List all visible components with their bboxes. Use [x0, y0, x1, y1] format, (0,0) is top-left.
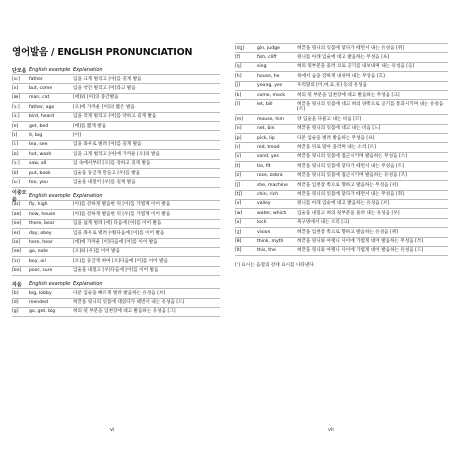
english-example: valley: [257, 201, 271, 207]
explanation: [오]와 [우]를 이어 발음: [73, 249, 121, 255]
english-example: water, which: [257, 210, 287, 216]
section-title: 자음: [12, 281, 22, 288]
english-example: but, come: [29, 85, 53, 91]
table-row: [12, 159, 220, 168]
english-example: rose, zebra: [257, 173, 283, 179]
explanation: [으]에 가까운 [어]의 짧은 발음: [73, 104, 135, 110]
phonetic-symbol: [g]: [12, 309, 19, 315]
english-example: go, get, big: [29, 309, 56, 315]
column-header-explanation: Explanation: [73, 192, 103, 199]
english-example: this, the: [257, 248, 276, 254]
english-example: go, note: [29, 249, 48, 255]
english-example: bird, heard: [29, 114, 55, 120]
english-example: poor, sure: [29, 268, 53, 274]
table-row: [235, 71, 448, 80]
phonetic-symbol: [ʃ]: [235, 182, 241, 188]
table-row: [235, 161, 448, 170]
english-example: hot, wash: [29, 151, 52, 157]
table-row: [12, 247, 220, 256]
phonetic-symbol: [dʒ]: [235, 45, 245, 51]
explanation: 혀끝을 윗니의 잇몸에 닿다가 떼면서 내는 유성음 [쥐]: [297, 45, 404, 51]
phonetic-symbol: [n]: [235, 126, 242, 132]
explanation: 혀의 뒷 부분을 입천장에 대고 발음하는 무성음 [크]: [297, 92, 400, 98]
english-example: here, hear: [29, 240, 53, 245]
table-row: [235, 227, 448, 236]
explanation: 윗니를 아래 입술에 대고 발음하는 무성음 [프]: [297, 54, 390, 60]
english-example: gin, judge: [257, 45, 280, 51]
english-example: house, he: [257, 73, 280, 79]
table-row: [12, 83, 220, 92]
right-page: [228, 0, 456, 457]
explanation: 입을 크게 벌리고 [아]에 가까운 [오]의 발음: [73, 151, 160, 157]
table-row: [12, 149, 220, 158]
english-example: there, bear: [29, 221, 55, 227]
table-row: [12, 74, 220, 83]
phonetic-symbol: [ɒ]: [12, 151, 19, 157]
phonetic-symbol: [h]: [235, 73, 242, 79]
explanation: [오]를 둥글게 하여 [오]다음에 [이]를 이어 발음: [73, 258, 168, 264]
explanation: 입을 작게 벌리고 [어]를 약하고 길게 발음: [73, 114, 157, 120]
explanation: 입을 크게 벌리고 [아]를 길게 발음: [73, 76, 142, 82]
phonetic-symbol: [ɜː]: [12, 114, 20, 120]
section-header: [12, 66, 220, 74]
table-row: [12, 200, 220, 209]
column-header-example: English example: [29, 192, 71, 199]
table-row: [235, 199, 448, 208]
phonetic-symbol: [e]: [12, 123, 19, 129]
english-example: let, bill: [257, 101, 273, 107]
section: [12, 280, 220, 317]
explanation: [애]와 [아]의 중간발음: [73, 95, 119, 101]
explanation: 다문 입술을 벌려 발음하는 무성음 [프]: [297, 135, 375, 141]
phonetic-symbol: [ʌ]: [12, 85, 19, 91]
explanation: 혀끝을 윗니의 잇몸에 대고 내는 비음 [느]: [297, 126, 381, 132]
section-header: [12, 280, 220, 288]
phonetic-symbol: [k]: [235, 92, 242, 98]
english-example: mouse, him: [257, 116, 284, 122]
english-example: sing: [257, 64, 267, 70]
explanation: 혀끝을 윗니의 잇몸에 접근시키며 발음하는 유성음 [즈]: [297, 173, 407, 179]
english-example: too, you: [29, 179, 48, 185]
phonetic-symbol: [b]: [12, 290, 19, 296]
english-example: pick, lip: [257, 135, 275, 141]
section: [12, 66, 220, 188]
phonetic-symbol: [ɪ]: [12, 132, 18, 138]
table-row: [12, 140, 220, 149]
table-row: [12, 93, 220, 102]
english-example: man, cat: [29, 95, 50, 101]
table-row: [12, 130, 220, 139]
table-row: [235, 171, 448, 180]
explanation: 혀끝을 윗니와 아랫니 사이에 가볍게 대어 발음하는 무성음 [쓰]: [297, 239, 424, 245]
explanation: 혀끝을 윗니의 잇몸에 대고 혀의 양쪽으로 공기를 통과시키며 내는 유성음 [르]: [297, 101, 444, 113]
phonetic-symbol: [p]: [235, 135, 242, 141]
phonetic-symbol: [ð]: [235, 248, 242, 254]
explanation: 입을 좌우로 벌려 [에]다음에 [이]를 이어 발음: [73, 230, 165, 236]
english-example: fish, cliff: [257, 54, 277, 60]
phonetic-symbol: [s]: [235, 154, 241, 160]
english-example: boy, oil: [29, 258, 46, 264]
english-example: big, lobby: [29, 290, 52, 296]
phonetic-symbol: [j]: [235, 83, 240, 89]
table-row: [235, 237, 448, 246]
section: [12, 189, 220, 276]
english-example: come, mock: [257, 92, 286, 98]
phonetic-symbol: [ʒ]: [235, 229, 242, 235]
table-row: [12, 112, 220, 121]
english-example: tie, fit: [257, 163, 271, 169]
english-example: net, bin: [257, 126, 275, 132]
explanation: [아]를 강하게 발음한 뒤 [우]를 가볍게 이어 발음: [73, 211, 171, 217]
explanation: 혀끝을 뒤로 말아 올리며 내는 소리 [르]: [297, 144, 376, 150]
consonant-table-continued: [235, 43, 448, 256]
explanation: [이]: [73, 132, 82, 138]
table-row: [235, 99, 448, 114]
phonetic-symbol: [θ]: [235, 239, 242, 245]
table-row: [235, 142, 448, 151]
column-header-example: English example: [29, 281, 71, 288]
explanation: 입술을 내밀고 [우]다음에 [어]를 이어 발음: [73, 268, 159, 274]
section-title: 이중모음: [12, 189, 27, 203]
stress-footnote: [ˈ] 표시는 음절의 강세 표시를 나타낸다.: [235, 263, 316, 269]
page-number-left: vi: [110, 427, 115, 433]
english-example: how, house: [29, 211, 56, 217]
table-row: [235, 81, 448, 90]
explanation: 혀의 뒷부분을 올려 코로 공기를 내보내며 내는 유성음 [응]: [297, 64, 415, 70]
explanation: 혀끝을 입천장 쪽으로 향하고 발음하는 유성음 [쥐]: [297, 229, 399, 235]
phonetic-symbol: [d]: [12, 300, 19, 306]
table-row: [12, 177, 220, 187]
english-example: fly, high: [29, 202, 48, 208]
english-example: she, machine: [257, 182, 288, 188]
phonetic-symbol: [x]: [235, 220, 242, 226]
section-header: [12, 189, 220, 203]
table-row: [235, 90, 448, 99]
explanation: 다문 입술을 빠르게 벌려 발음하는 유성음 [브]: [73, 290, 166, 296]
page-number-right: vii: [328, 427, 334, 433]
explanation: 혀끝을 윗니와 아랫니 사이에 가볍게 대어 발음하는 유성음 [드]: [297, 248, 424, 254]
english-example: young, yes: [257, 83, 283, 89]
table-row: [12, 228, 220, 237]
phonetic-symbol: [ʊə]: [12, 268, 22, 274]
phonetic-symbol: [z]: [235, 173, 241, 179]
english-example: day, obey: [29, 230, 52, 236]
explanation: [에]에 가까운 [이]다음에 [어]를 이어 발음: [73, 240, 158, 245]
english-example: think, myth: [257, 239, 284, 245]
explanation: 양 입술을 다물고 내는 비음 [므]: [297, 116, 362, 122]
explanation: 입술을 내밀고 혀의 뒷부분을 올려 내는 유성음 [우]: [297, 210, 400, 216]
phonetic-symbol: [w]: [235, 210, 243, 216]
phonetic-symbol: [aɪ]: [12, 202, 21, 208]
english-example: mended: [29, 300, 48, 306]
table-row: [12, 288, 220, 297]
phonetic-symbol: [t]: [235, 163, 241, 169]
phonetic-symbol: [tʃ]: [235, 192, 242, 197]
explanation: [에]를 짧게 발음: [73, 123, 107, 129]
table-row: [235, 62, 448, 71]
english-example: saw, all: [29, 161, 47, 167]
explanation: [아]를 강하게 발음한 뒤 [이]를 가볍게 이어 발음: [73, 202, 171, 208]
table-row: [235, 124, 448, 133]
table-row: [12, 238, 220, 247]
phonetic-symbol: [æ]: [12, 95, 21, 101]
english-example: chin, rich: [257, 192, 279, 197]
page-title: 영어발음 / ENGLISH PRONUNCIATION: [12, 47, 193, 58]
phonetic-symbol: [r]: [235, 144, 241, 150]
phonetic-symbol: [l]: [235, 101, 240, 107]
explanation: 혀의 뒷 부분을 입천장에 대고 발음하는 유성음 [그]: [73, 309, 176, 315]
explanation: 혀끝을 입천장 쪽으로 향하고 발음하는 무성음 [쉬]: [297, 182, 399, 188]
explanation: 혀끝을 윗니의 잇몸에 접근시키며 발음하는 무성음 [스]: [297, 154, 407, 160]
phonetic-symbol: [eɪ]: [12, 230, 21, 236]
english-example: tea, see: [29, 142, 48, 148]
table-row: [235, 218, 448, 227]
phonetic-symbol: [aʊ]: [12, 211, 22, 217]
table-row: [12, 121, 220, 130]
table-row: [12, 307, 220, 317]
table-row: [235, 208, 448, 217]
english-example: get, bed: [29, 123, 49, 129]
english-example: sand, yes: [257, 154, 279, 160]
phonetic-symbol: [ɔɪ]: [12, 258, 20, 264]
table-row: [235, 133, 448, 142]
english-example: father, ago: [29, 104, 55, 110]
table-row: [12, 266, 220, 276]
column-header-example: English example: [29, 67, 71, 73]
table-row: [12, 219, 220, 228]
table-row: [12, 102, 220, 111]
phonetic-symbol: [ɔː]: [12, 161, 20, 167]
table-row: [235, 152, 448, 161]
table-row: [235, 114, 448, 123]
phonetic-symbol: [əʊ]: [12, 249, 22, 255]
phonetic-symbol: [ɔː]: [12, 104, 20, 110]
explanation: 윗니를 아래 입술에 대고 발음하는 유성음 [브]: [297, 201, 390, 207]
explanation: 혀끝을 윗니의 잇몸에 대었다가 떼면서 내는 유성음 [드]: [73, 300, 185, 306]
left-page: [0, 0, 228, 457]
english-example: loch: [257, 220, 267, 226]
phonetic-symbol: [m]: [235, 116, 244, 122]
english-example: red, tread: [257, 144, 280, 150]
column-header-explanation: Explanation: [73, 281, 103, 288]
phonetic-symbol: [ŋ]: [235, 64, 242, 70]
column-header-explanation: Explanation: [73, 67, 103, 73]
explanation: 목에서 숨을 강하게 내쉬며 내는 무성음 [흐]: [297, 73, 385, 79]
phonetic-symbol: [f]: [235, 54, 241, 60]
explanation: 입을 넓게 벌려 [에] 다음에 [어]를 이어 발음: [73, 221, 162, 227]
explanation: 혀끝을 윗니의 잇몸에 닿다가 떼면서 내는 무성음 [취]: [297, 192, 404, 197]
explanation: 입 속에서부터 [오]를 강하고 길게 발음: [73, 161, 151, 167]
english-example: father: [29, 76, 43, 82]
table-row: [235, 52, 448, 61]
english-example: put, book: [29, 170, 51, 176]
phonetic-symbol: [eə]: [12, 221, 22, 227]
explanation: 입술을 내밀어 [우]를 길게 발음: [73, 179, 136, 185]
table-row: [12, 298, 220, 307]
explanation: 입을 약간 벌리고 [어]라고 발음: [73, 85, 136, 91]
phonetic-symbol: [ɪə]: [12, 240, 21, 245]
explanation: 우리말의 [이,여,요,유] 등의 유성음: [297, 83, 368, 89]
explanation: 입술을 둥글게 만들고 [우]를 발음: [73, 170, 141, 176]
explanation: 입을 좌우로 벌려 [이]를 길게 발음: [73, 142, 142, 148]
table-row: [12, 209, 220, 218]
table-row: [12, 256, 220, 265]
phonetic-symbol: [ʊ]: [12, 170, 19, 176]
pronunciation-sections: [12, 66, 220, 317]
section-title: 단모음: [12, 67, 27, 74]
table-row: [235, 180, 448, 189]
table-row: [235, 190, 448, 199]
phonetic-symbol: [v]: [235, 201, 242, 207]
explanation: 목구멍에서 내는 소리 [크]: [297, 220, 350, 226]
phonetic-symbol: [iː]: [12, 142, 19, 148]
english-example: it, big: [29, 132, 43, 138]
table-row: [235, 43, 448, 52]
explanation: 혀끝을 윗니의 잇몸에 닿다가 떼면서 내는 무성음 [트]: [297, 163, 404, 169]
phonetic-symbol: [uː]: [12, 179, 21, 185]
english-example: vision: [257, 229, 271, 235]
table-row: [12, 168, 220, 177]
phonetic-symbol: [ɑː]: [12, 76, 21, 82]
table-row: [235, 246, 448, 256]
